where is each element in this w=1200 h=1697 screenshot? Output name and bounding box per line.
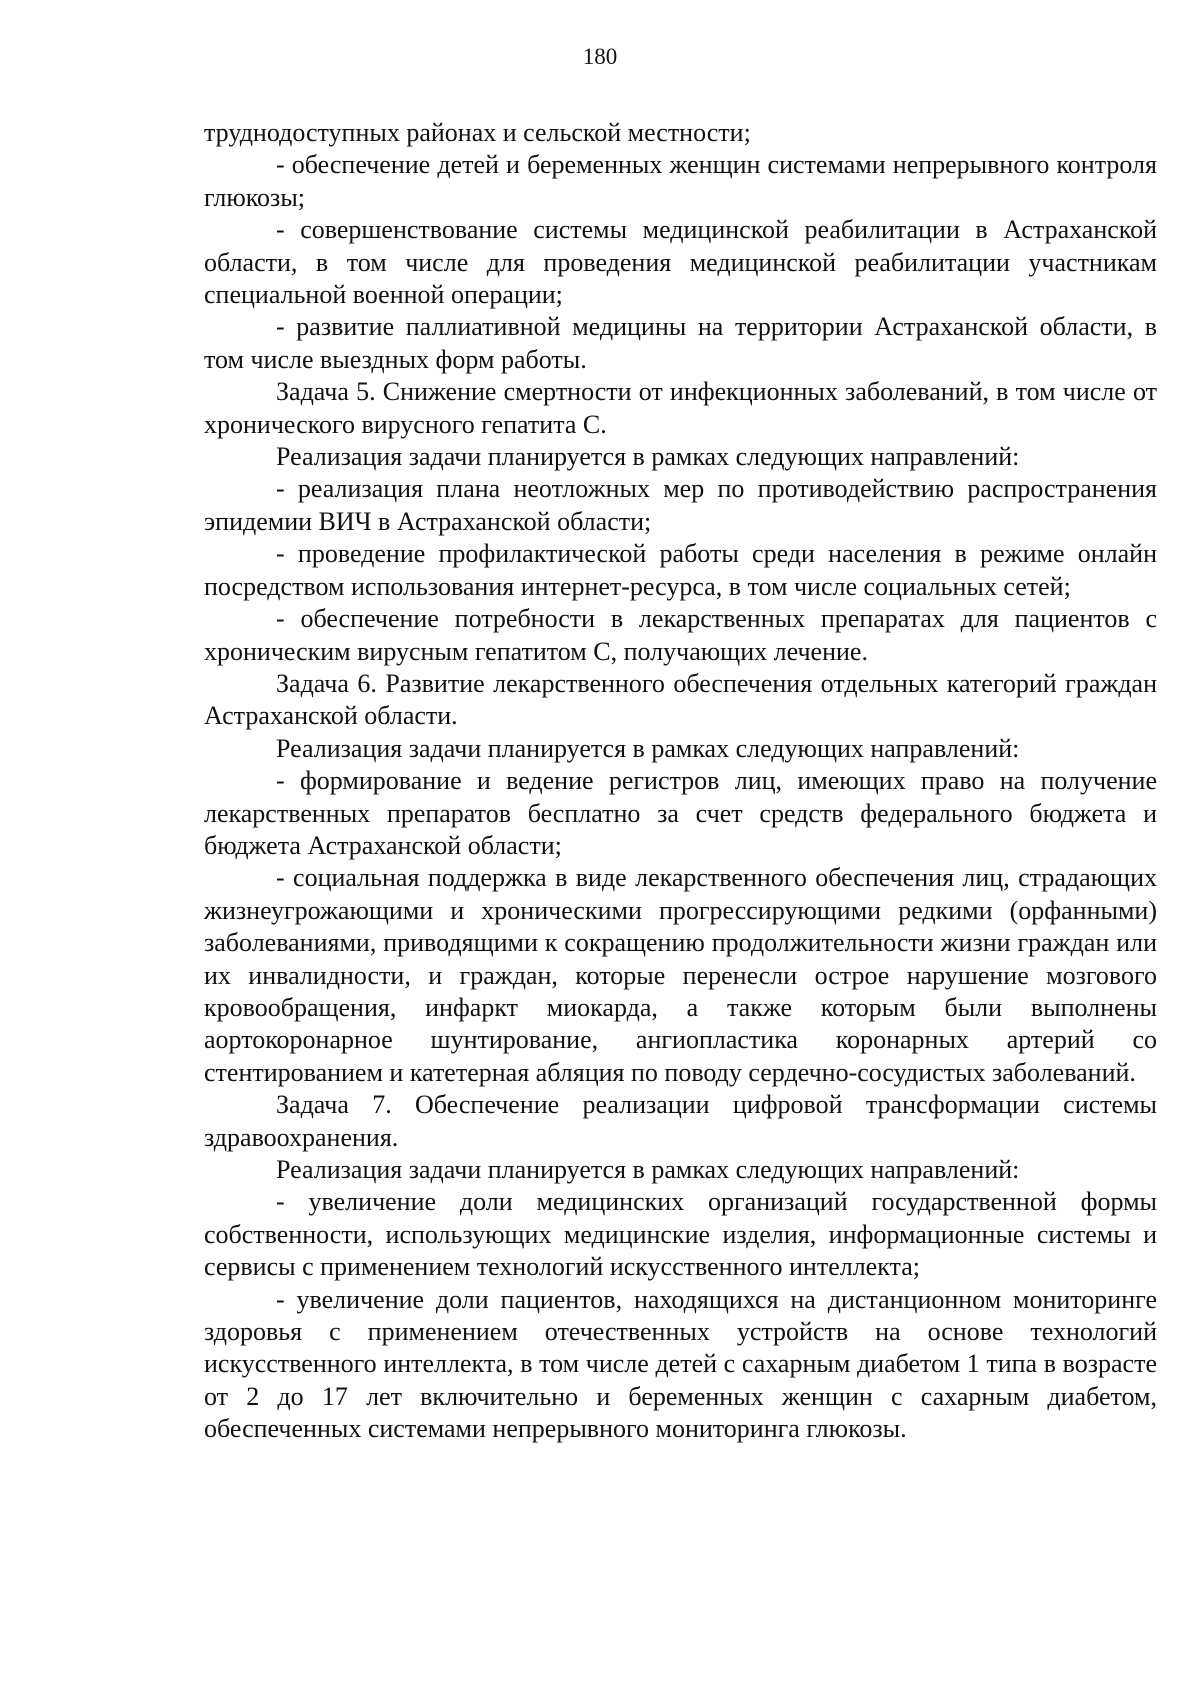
task-7-heading: Задача 7. Обеспечение реализации цифровой трансформации системы здравоохранения. — [204, 1090, 1157, 1152]
task-6-directions-intro: Реализация задачи планируется в рамках следующих направлений: — [276, 733, 1020, 763]
list-item-glucose-control: - обеспечение детей и беременных женщин системами непрерывного контроля глюкозы; — [204, 150, 1157, 212]
list-item-palliative: - развитие паллиативной медицины на территории Астраханской области, в том числе выездных форм работы. — [204, 312, 1157, 374]
list-item-social-support: - социальная поддержка в виде лекарственного обеспечения лиц, страдающих жизнеугрожающими и хроническими прогрессирующими редкими (орфанными) заболеваниями, приводящими к сокращению продолжительности жизни граждан или их инвалидности, и граждан, которые перенесли острое нарушение мозгового кровообращения, инфаркт миокарда, а также которым были выполнены аортокоронарное шунтирование, ангиопластика коронарных артерий со стентированием и катетерная абляция по поводу сердечно-сосудистых заболеваний. — [204, 863, 1157, 1087]
list-item-ai-organizations: - увеличение доли медицинских организаций государственной формы собственности, использующих медицинские изделия, информационные системы и сервисы с применением технологий искусственного интеллекта; — [204, 1187, 1157, 1282]
paragraph-continuation: труднодоступных районах и сельской местности; — [204, 118, 751, 147]
page-number: 180 — [582, 44, 618, 69]
list-item-hepatitis-drugs: - обеспечение потребности в лекарственных препаратах для пациентов с хроническим вирусным гепатитом С, получающих лечение. — [204, 604, 1157, 666]
list-item-registries: - формирование и ведение регистров лиц, имеющих право на получение лекарственных препаратов бесплатно за счет средств федерального бюджета и бюджета Астраханской области; — [204, 766, 1157, 860]
task-5-heading: Задача 5. Снижение смертности от инфекционных заболеваний, в том числе от хронического вирусного гепатита С. — [204, 377, 1157, 439]
list-item-hiv-plan: - реализация плана неотложных мер по противодействию распространения эпидемии ВИЧ в Астраханской области; — [204, 474, 1157, 536]
task-6-heading: Задача 6. Развитие лекарственного обеспечения отдельных категорий граждан Астраханской области. — [204, 668, 1157, 731]
document-body — [204, 117, 1157, 1446]
task-5-directions-intro: Реализация задачи планируется в рамках следующих направлений: — [276, 442, 1020, 472]
task-7-directions-intro: Реализация задачи планируется в рамках следующих направлений: — [276, 1155, 1020, 1184]
list-item-remote-monitoring: - увеличение доли пациентов, находящихся на дистанционном мониторинге здоровья с применением отечественных устройств на основе технологий искусственного интеллекта, в том числе детей с сахарным диабетом 1 типа в возрасте от 2 до 17 лет включительно и беременных женщин с сахарным диабетом, обеспеченных системами непрерывного мониторинга глюкозы. — [204, 1284, 1157, 1444]
list-item-online-prevention: - проведение профилактической работы среди населения в режиме онлайн посредством использования интернет-ресурса, в том числе социальных сетей; — [204, 539, 1157, 601]
list-item-rehabilitation: - совершенствование системы медицинской реабилитации в Астраханской области, в том числе для проведения медицинской реабилитации участникам специальной военной операции; — [204, 215, 1157, 310]
